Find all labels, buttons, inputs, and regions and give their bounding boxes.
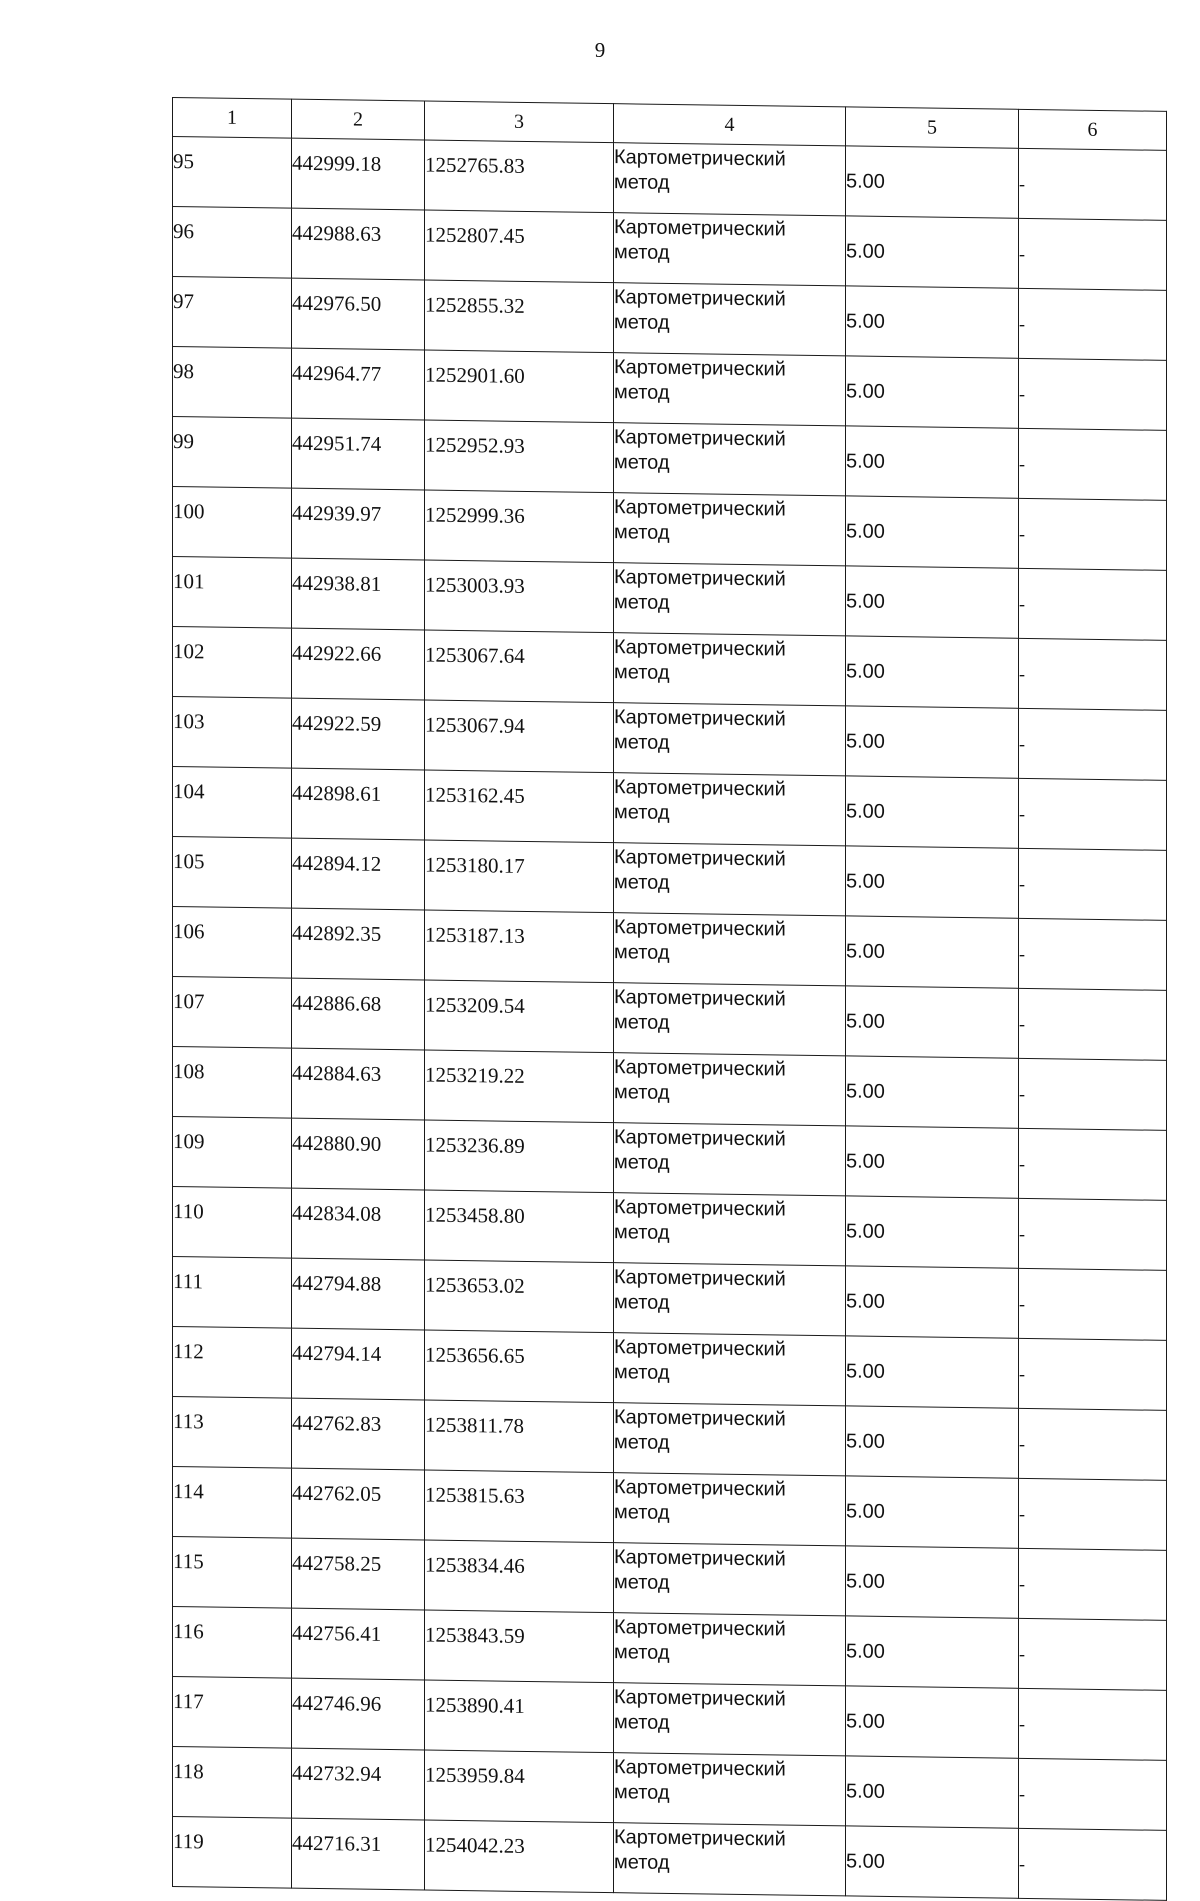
- page-number: 9: [594, 38, 606, 62]
- method-line-1: Картометрический: [614, 916, 786, 941]
- table-body: [173, 137, 1167, 1901]
- y-coordinate-cell: 1252999.36: [425, 490, 614, 563]
- method-cell: [614, 843, 846, 916]
- column-header-1: 1: [173, 98, 292, 139]
- x-coordinate-cell: 442794.88: [292, 1258, 425, 1330]
- note-cell: -: [1019, 1478, 1167, 1550]
- y-coordinate-cell: 1253162.45: [425, 770, 614, 843]
- y-coordinate-cell: 1252855.32: [425, 280, 614, 353]
- method-line-2: метод: [614, 1291, 670, 1314]
- method-cell: [614, 1123, 846, 1196]
- method-line-2: метод: [614, 311, 670, 334]
- table-row: [173, 1817, 1167, 1901]
- y-coordinate-cell: 1253815.63: [425, 1470, 614, 1543]
- accuracy-cell: 5.00: [846, 1126, 1019, 1198]
- accuracy-cell: 5.00: [846, 356, 1019, 428]
- column-header-6: 6: [1019, 109, 1167, 150]
- method-line-2: метод: [614, 1011, 670, 1034]
- method-line-2: метод: [614, 1431, 670, 1454]
- method-cell: [614, 773, 846, 846]
- point-number-cell: 105: [173, 837, 292, 909]
- point-number-cell: 101: [173, 557, 292, 629]
- accuracy-cell: 5.00: [846, 146, 1019, 218]
- method-line-2: метод: [614, 1151, 670, 1174]
- y-coordinate-cell: 1253811.78: [425, 1400, 614, 1473]
- method-line-1: Картометрический: [614, 1336, 786, 1361]
- method-cell: [614, 213, 846, 286]
- note-cell: -: [1019, 288, 1167, 360]
- note-cell: -: [1019, 1688, 1167, 1760]
- method-line-1: Картометрический: [614, 986, 786, 1011]
- method-line-2: метод: [614, 1501, 670, 1524]
- method-line-2: метод: [614, 171, 670, 194]
- x-coordinate-cell: 442762.05: [292, 1468, 425, 1540]
- accuracy-cell: 5.00: [846, 1546, 1019, 1618]
- method-cell: [614, 913, 846, 986]
- method-line-1: Картометрический: [614, 1266, 786, 1291]
- method-line-1: Картометрический: [614, 356, 786, 381]
- method-line-1: Картометрический: [614, 426, 786, 451]
- note-cell: -: [1019, 638, 1167, 710]
- method-cell: [614, 1193, 846, 1266]
- method-line-1: Картометрический: [614, 566, 786, 591]
- method-cell: [614, 703, 846, 776]
- accuracy-cell: 5.00: [846, 1616, 1019, 1688]
- y-coordinate-cell: 1253003.93: [425, 560, 614, 633]
- method-cell: [614, 1403, 846, 1476]
- note-cell: -: [1019, 1408, 1167, 1480]
- point-number-cell: 118: [173, 1747, 292, 1819]
- point-number-cell: 110: [173, 1187, 292, 1259]
- method-cell: [614, 563, 846, 636]
- note-cell: -: [1019, 358, 1167, 430]
- method-line-2: метод: [614, 941, 670, 964]
- point-number-cell: 114: [173, 1467, 292, 1539]
- point-number-cell: 117: [173, 1677, 292, 1749]
- y-coordinate-cell: 1252765.83: [425, 140, 614, 213]
- x-coordinate-cell: 442716.31: [292, 1818, 425, 1890]
- method-line-2: метод: [614, 241, 670, 264]
- accuracy-cell: 5.00: [846, 1756, 1019, 1828]
- x-coordinate-cell: 442964.77: [292, 348, 425, 420]
- y-coordinate-cell: 1253890.41: [425, 1680, 614, 1753]
- column-header-2: 2: [292, 99, 425, 140]
- x-coordinate-cell: 442758.25: [292, 1538, 425, 1610]
- y-coordinate-cell: 1253187.13: [425, 910, 614, 983]
- method-cell: [614, 143, 846, 216]
- column-header-4: 4: [614, 104, 846, 146]
- note-cell: -: [1019, 918, 1167, 990]
- point-number-cell: 103: [173, 697, 292, 769]
- method-line-2: метод: [614, 1851, 670, 1874]
- x-coordinate-cell: 442834.08: [292, 1188, 425, 1260]
- method-line-1: Картометрический: [614, 286, 786, 311]
- method-cell: [614, 283, 846, 356]
- method-line-2: метод: [614, 1571, 670, 1594]
- note-cell: -: [1019, 1198, 1167, 1270]
- y-coordinate-cell: 1253067.94: [425, 700, 614, 773]
- x-coordinate-cell: 442939.97: [292, 488, 425, 560]
- method-line-2: метод: [614, 381, 670, 404]
- accuracy-cell: 5.00: [846, 636, 1019, 708]
- method-line-1: Картометрический: [614, 1686, 786, 1711]
- y-coordinate-cell: 1252952.93: [425, 420, 614, 493]
- x-coordinate-cell: 442922.59: [292, 698, 425, 770]
- accuracy-cell: 5.00: [846, 566, 1019, 638]
- method-line-1: Картометрический: [614, 1826, 786, 1851]
- note-cell: -: [1019, 1618, 1167, 1690]
- accuracy-cell: 5.00: [846, 916, 1019, 988]
- x-coordinate-cell: 442922.66: [292, 628, 425, 700]
- note-cell: -: [1019, 568, 1167, 640]
- note-cell: -: [1019, 1338, 1167, 1410]
- point-number-cell: 106: [173, 907, 292, 979]
- note-cell: -: [1019, 778, 1167, 850]
- method-line-1: Картометрический: [614, 1756, 786, 1781]
- x-coordinate-cell: 442892.35: [292, 908, 425, 980]
- point-number-cell: 108: [173, 1047, 292, 1119]
- method-line-1: Картометрический: [614, 636, 786, 661]
- y-coordinate-cell: 1253843.59: [425, 1610, 614, 1683]
- note-cell: -: [1019, 428, 1167, 500]
- point-number-cell: 107: [173, 977, 292, 1049]
- y-coordinate-cell: 1253834.46: [425, 1540, 614, 1613]
- method-line-1: Картометрический: [614, 216, 786, 241]
- method-line-2: метод: [614, 871, 670, 894]
- method-cell: [614, 1543, 846, 1616]
- x-coordinate-cell: 442894.12: [292, 838, 425, 910]
- y-coordinate-cell: 1252901.60: [425, 350, 614, 423]
- method-line-2: метод: [614, 1781, 670, 1804]
- accuracy-cell: 5.00: [846, 1266, 1019, 1338]
- coordinates-table: [172, 97, 1167, 1901]
- method-line-1: Картометрический: [614, 146, 786, 171]
- point-number-cell: 99: [173, 417, 292, 489]
- method-line-1: Картометрический: [614, 1476, 786, 1501]
- accuracy-cell: 5.00: [846, 1686, 1019, 1758]
- method-cell: [614, 1823, 846, 1896]
- point-number-cell: 116: [173, 1607, 292, 1679]
- method-line-1: Картометрический: [614, 776, 786, 801]
- method-cell: [614, 1333, 846, 1406]
- x-coordinate-cell: 442884.63: [292, 1048, 425, 1120]
- point-number-cell: 104: [173, 767, 292, 839]
- note-cell: -: [1019, 1268, 1167, 1340]
- method-line-2: метод: [614, 1361, 670, 1384]
- y-coordinate-cell: 1253180.17: [425, 840, 614, 913]
- point-number-cell: 119: [173, 1817, 292, 1889]
- accuracy-cell: 5.00: [846, 426, 1019, 498]
- point-number-cell: 109: [173, 1117, 292, 1189]
- method-cell: [614, 353, 846, 426]
- method-cell: [614, 1683, 846, 1756]
- y-coordinate-cell: 1253236.89: [425, 1120, 614, 1193]
- accuracy-cell: 5.00: [846, 1196, 1019, 1268]
- accuracy-cell: 5.00: [846, 1826, 1019, 1898]
- point-number-cell: 96: [173, 207, 292, 279]
- x-coordinate-cell: 442988.63: [292, 208, 425, 280]
- accuracy-cell: 5.00: [846, 216, 1019, 288]
- x-coordinate-cell: 442898.61: [292, 768, 425, 840]
- method-line-2: метод: [614, 451, 670, 474]
- x-coordinate-cell: 442999.18: [292, 138, 425, 210]
- y-coordinate-cell: 1253653.02: [425, 1260, 614, 1333]
- note-cell: -: [1019, 1548, 1167, 1620]
- method-cell: [614, 1263, 846, 1336]
- accuracy-cell: 5.00: [846, 986, 1019, 1058]
- y-coordinate-cell: 1253959.84: [425, 1750, 614, 1823]
- x-coordinate-cell: 442886.68: [292, 978, 425, 1050]
- method-line-1: Картометрический: [614, 1056, 786, 1081]
- accuracy-cell: 5.00: [846, 1336, 1019, 1408]
- method-cell: [614, 1613, 846, 1686]
- accuracy-cell: 5.00: [846, 846, 1019, 918]
- point-number-cell: 112: [173, 1327, 292, 1399]
- accuracy-cell: 5.00: [846, 776, 1019, 848]
- y-coordinate-cell: 1253209.54: [425, 980, 614, 1053]
- note-cell: -: [1019, 1828, 1167, 1900]
- method-cell: [614, 633, 846, 706]
- method-line-1: Картометрический: [614, 846, 786, 871]
- method-line-1: Картометрический: [614, 1546, 786, 1571]
- method-line-1: Картометрический: [614, 706, 786, 731]
- note-cell: -: [1019, 498, 1167, 570]
- y-coordinate-cell: 1252807.45: [425, 210, 614, 283]
- x-coordinate-cell: 442976.50: [292, 278, 425, 350]
- accuracy-cell: 5.00: [846, 1476, 1019, 1548]
- accuracy-cell: 5.00: [846, 496, 1019, 568]
- x-coordinate-cell: 442951.74: [292, 418, 425, 490]
- point-number-cell: 115: [173, 1537, 292, 1609]
- note-cell: -: [1019, 988, 1167, 1060]
- method-cell: [614, 1753, 846, 1826]
- method-cell: [614, 983, 846, 1056]
- note-cell: -: [1019, 218, 1167, 290]
- method-line-2: метод: [614, 1711, 670, 1734]
- accuracy-cell: 5.00: [846, 286, 1019, 358]
- accuracy-cell: 5.00: [846, 1406, 1019, 1478]
- column-header-5: 5: [846, 107, 1019, 148]
- note-cell: -: [1019, 148, 1167, 220]
- y-coordinate-cell: 1253067.64: [425, 630, 614, 703]
- x-coordinate-cell: 442938.81: [292, 558, 425, 630]
- column-header-3: 3: [425, 101, 614, 143]
- y-coordinate-cell: 1253458.80: [425, 1190, 614, 1263]
- method-line-1: Картометрический: [614, 1196, 786, 1221]
- method-line-2: метод: [614, 1221, 670, 1244]
- y-coordinate-cell: 1253656.65: [425, 1330, 614, 1403]
- method-line-2: метод: [614, 1081, 670, 1104]
- accuracy-cell: 5.00: [846, 1056, 1019, 1128]
- point-number-cell: 100: [173, 487, 292, 559]
- method-line-1: Картометрический: [614, 1406, 786, 1431]
- point-number-cell: 111: [173, 1257, 292, 1329]
- method-line-2: метод: [614, 661, 670, 684]
- point-number-cell: 95: [173, 137, 292, 209]
- method-line-2: метод: [614, 801, 670, 824]
- note-cell: -: [1019, 708, 1167, 780]
- x-coordinate-cell: 442732.94: [292, 1748, 425, 1820]
- note-cell: -: [1019, 1058, 1167, 1130]
- method-cell: [614, 1473, 846, 1546]
- note-cell: -: [1019, 1128, 1167, 1200]
- method-line-1: Картометрический: [614, 496, 786, 521]
- point-number-cell: 97: [173, 277, 292, 349]
- y-coordinate-cell: 1253219.22: [425, 1050, 614, 1123]
- method-line-2: метод: [614, 521, 670, 544]
- x-coordinate-cell: 442794.14: [292, 1328, 425, 1400]
- y-coordinate-cell: 1254042.23: [425, 1820, 614, 1893]
- method-cell: [614, 423, 846, 496]
- point-number-cell: 113: [173, 1397, 292, 1469]
- method-line-2: метод: [614, 591, 670, 614]
- method-line-1: Картометрический: [614, 1616, 786, 1641]
- x-coordinate-cell: 442756.41: [292, 1608, 425, 1680]
- method-cell: [614, 1053, 846, 1126]
- note-cell: -: [1019, 1758, 1167, 1830]
- accuracy-cell: 5.00: [846, 706, 1019, 778]
- method-line-2: метод: [614, 731, 670, 754]
- note-cell: -: [1019, 848, 1167, 920]
- method-cell: [614, 493, 846, 566]
- x-coordinate-cell: 442880.90: [292, 1118, 425, 1190]
- method-line-2: метод: [614, 1641, 670, 1664]
- x-coordinate-cell: 442746.96: [292, 1678, 425, 1750]
- point-number-cell: 102: [173, 627, 292, 699]
- method-line-1: Картометрический: [614, 1126, 786, 1151]
- point-number-cell: 98: [173, 347, 292, 419]
- x-coordinate-cell: 442762.83: [292, 1398, 425, 1470]
